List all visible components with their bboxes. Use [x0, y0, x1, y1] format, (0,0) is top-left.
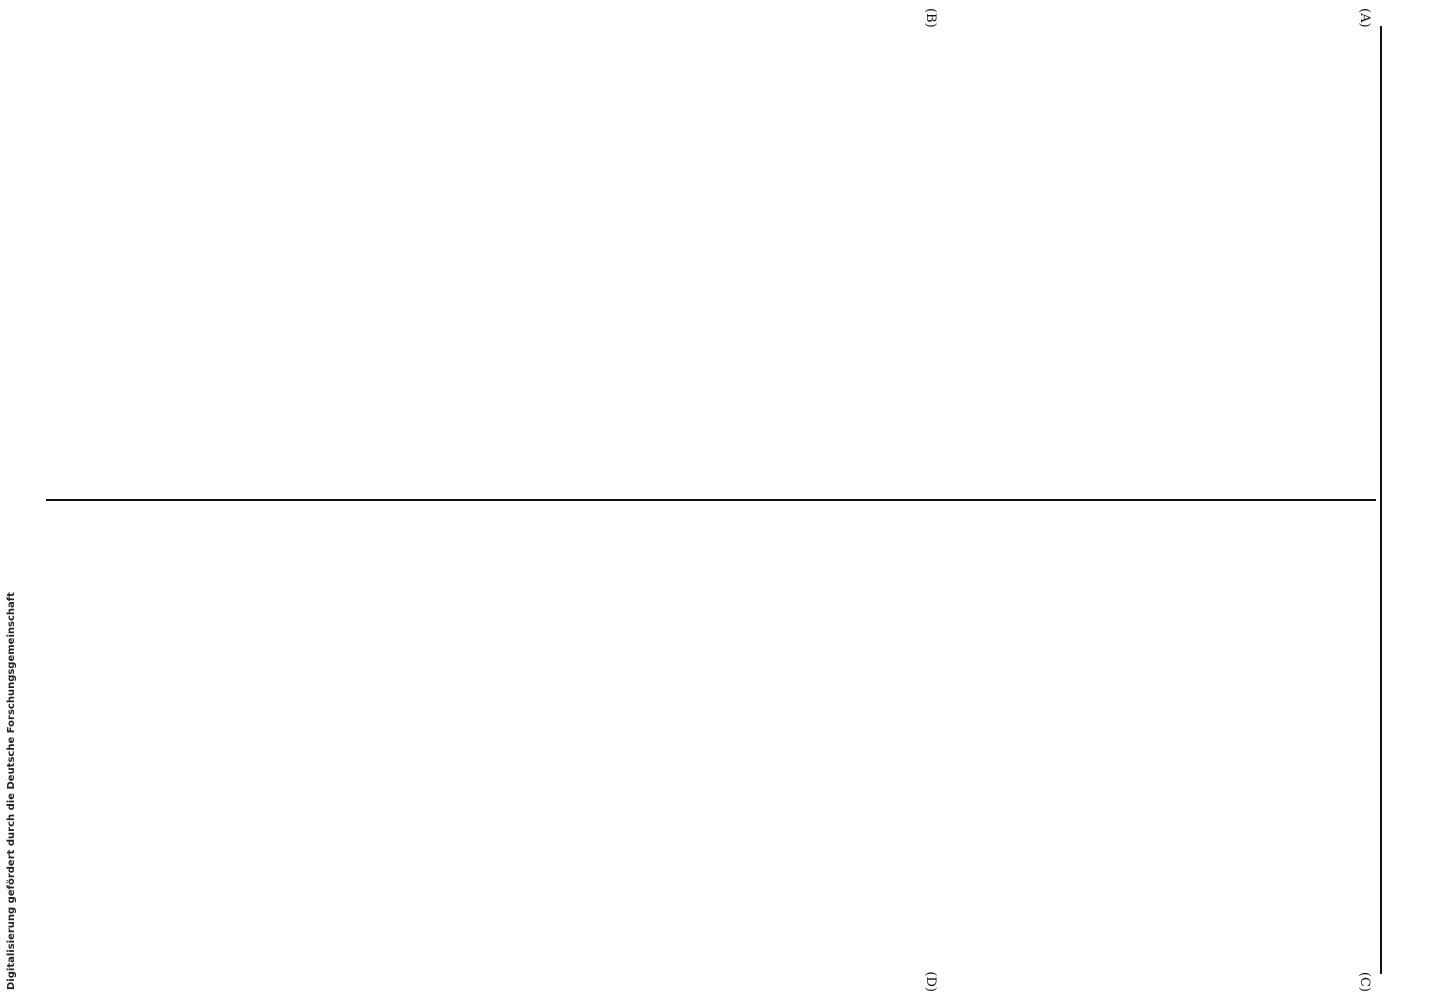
right-column: [46, 534, 1366, 974]
left-column-text: [46, 26, 1366, 466]
rotated-page-body: [36, 8, 1408, 992]
rotated-page-wrapper: [36, 8, 1408, 992]
digitization-credit: [6, 592, 18, 990]
right-column-text: [46, 534, 1366, 974]
page-header: [1380, 26, 1408, 974]
column-marker-b: (B): [923, 8, 938, 28]
column-marker-c: (C): [1357, 971, 1372, 992]
left-column: [46, 26, 1366, 466]
column-divider: [46, 499, 1376, 501]
column-marker-d: (D): [923, 971, 938, 992]
digitization-credit-text: Digitalisierung gefördert durch die Deutsche Forschungsgemeinschaft: [6, 592, 17, 990]
column-marker-a: (A): [1357, 8, 1372, 28]
